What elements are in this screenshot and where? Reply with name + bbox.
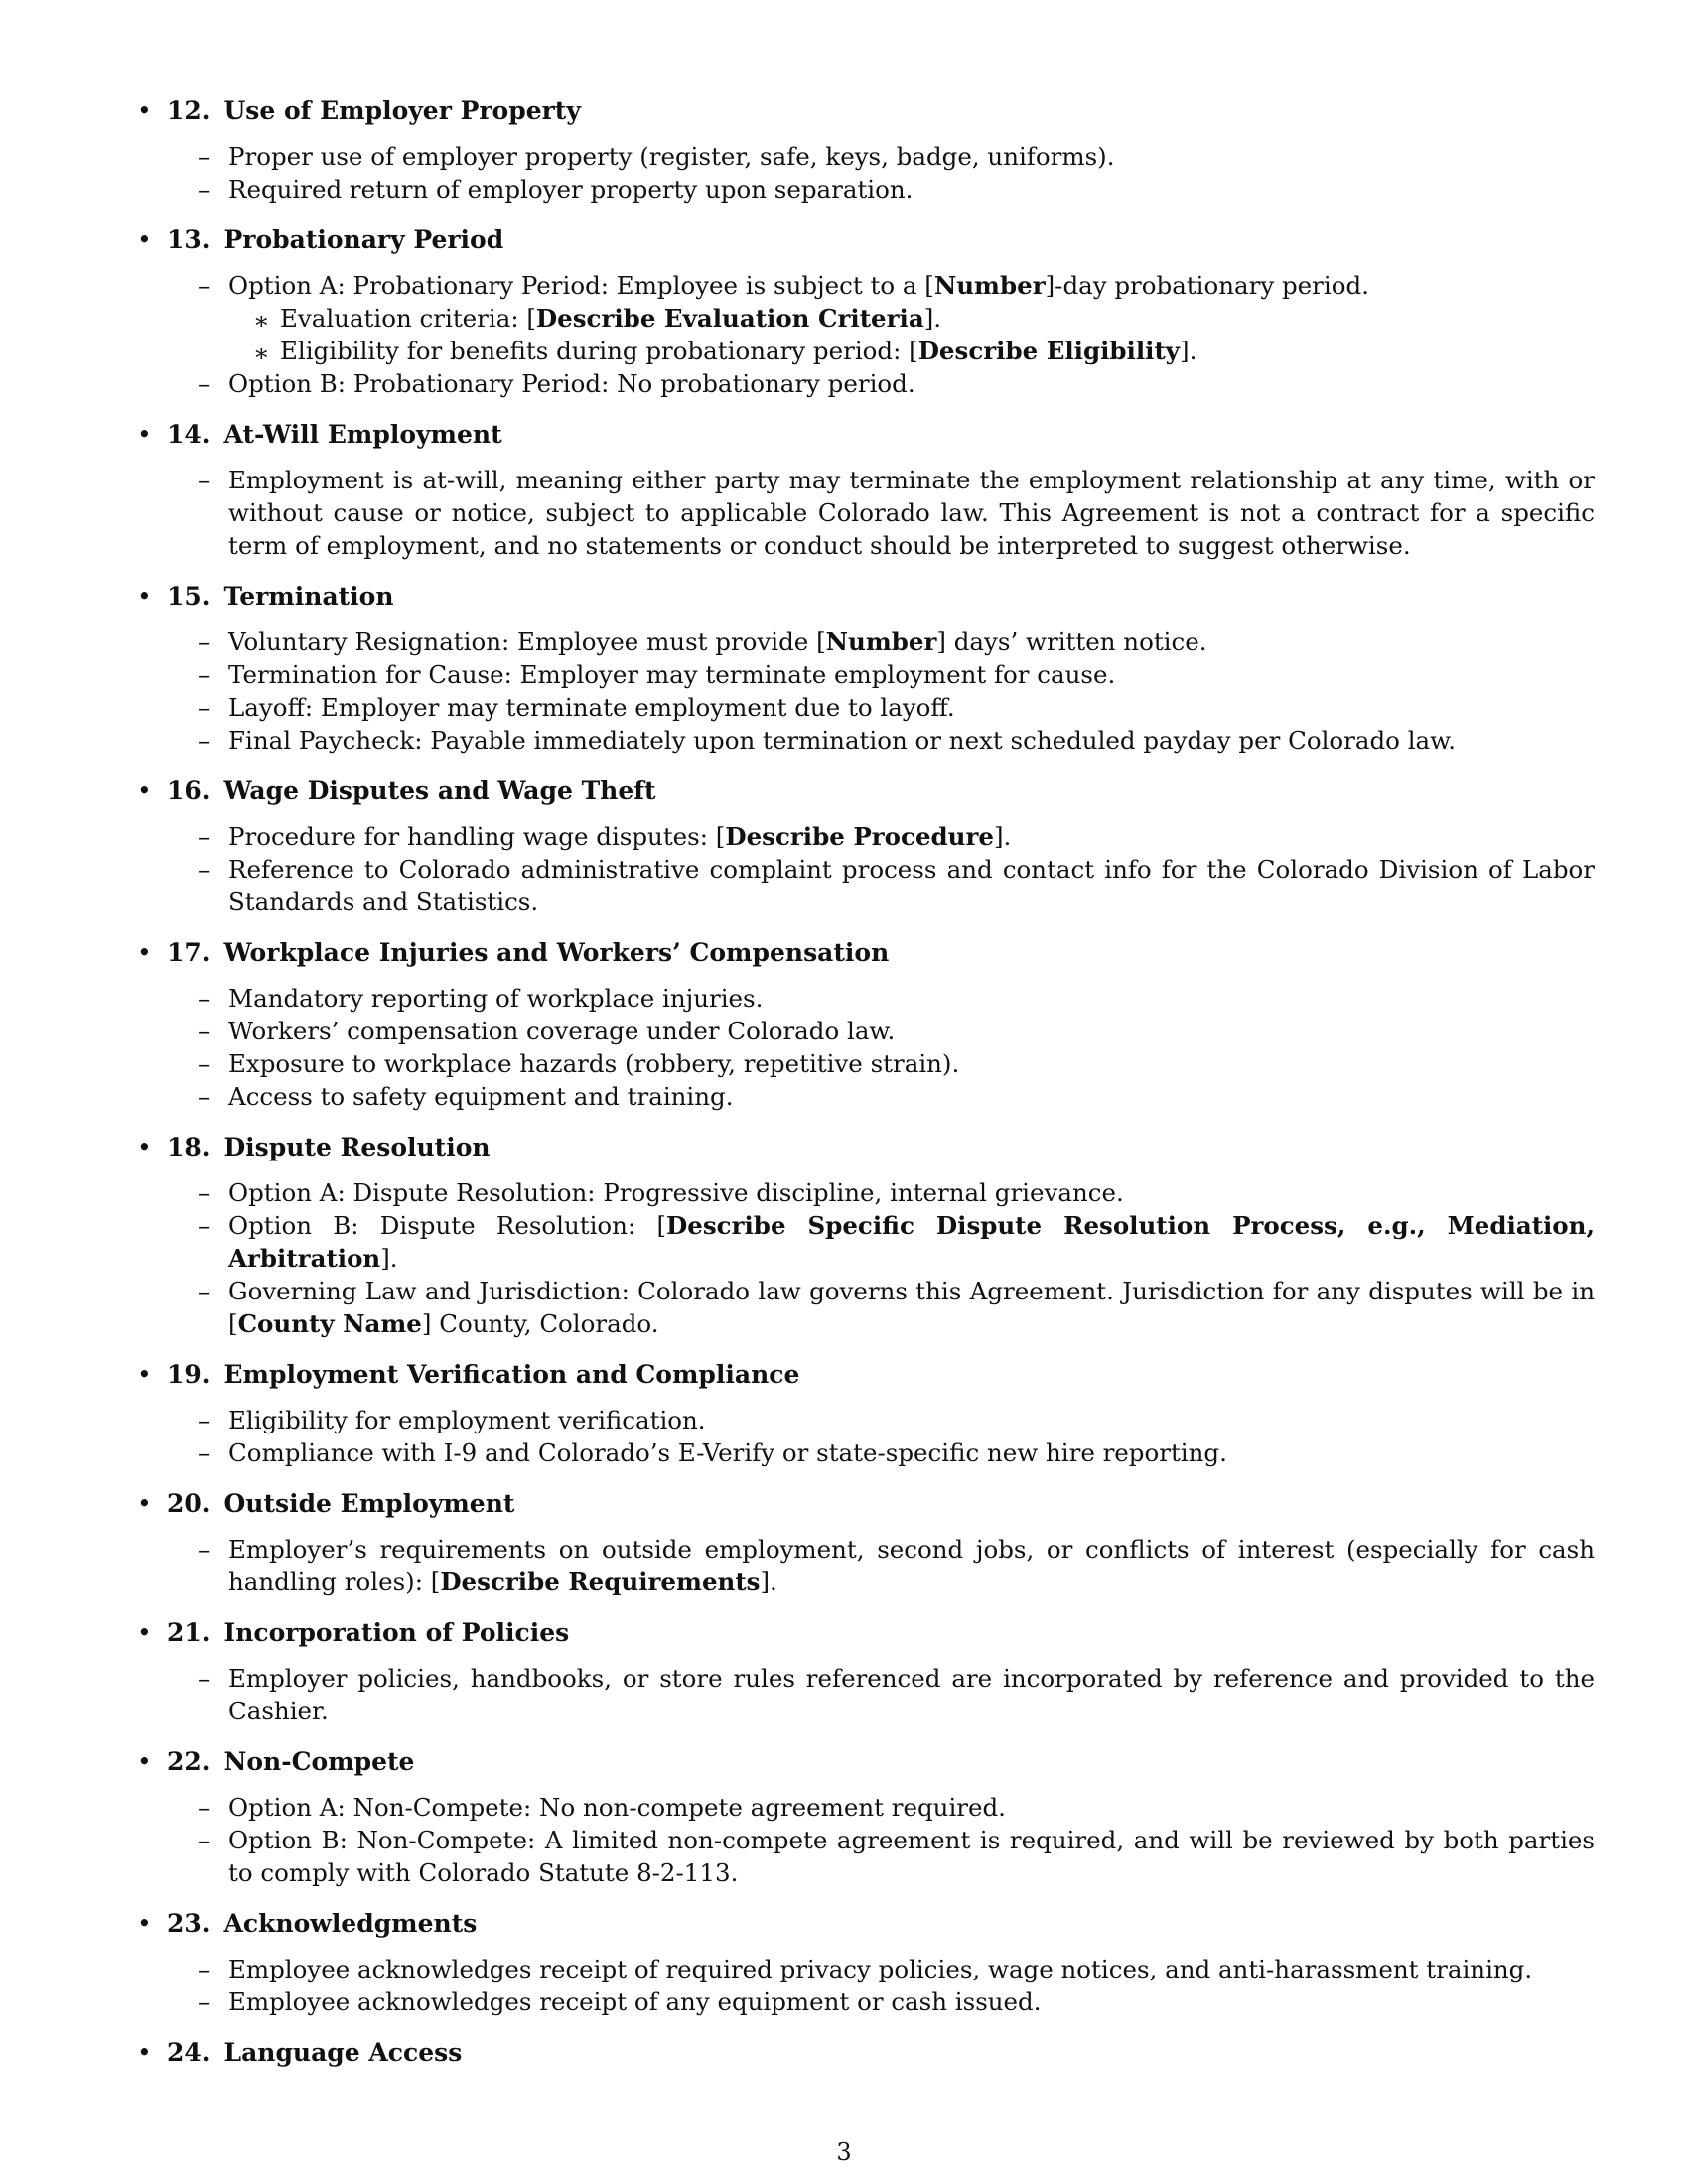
section-19 [137, 1359, 1595, 1469]
item-text: Compliance with I-9 and Colorado’s E-Verify or state-specific new hire reporting. [228, 1438, 1227, 1467]
item-text: Employee acknowledges receipt of any equipment or cash issued. [228, 1987, 1042, 2016]
list-item [137, 367, 1595, 400]
placeholder-text: Number [825, 627, 937, 656]
item-text: Layoff: Employer may terminate employment due to layoff. [228, 693, 955, 722]
item-text: ]. [993, 822, 1012, 851]
dash-icon: – [198, 1082, 211, 1111]
list-item [137, 1436, 1595, 1469]
asterisk-icon: ∗ [253, 339, 270, 367]
dash-icon: – [198, 271, 211, 300]
placeholder-text: County Name [237, 1309, 422, 1338]
section-24 [137, 2037, 1595, 2069]
dash-icon: – [198, 726, 211, 754]
dash-icon: – [198, 1049, 211, 1078]
dash-icon: – [198, 1535, 211, 1564]
dash-icon: – [198, 1793, 211, 1822]
list-item [137, 1047, 1595, 1080]
placeholder-text: Describe Specific Dispute Resolution Process, e.g., Mediation, Arbitration [228, 1211, 1595, 1273]
section-heading [137, 1746, 1595, 1778]
item-text: Required return of employer property upon separation. [228, 175, 914, 204]
section-number: 22. [167, 1747, 211, 1776]
section-title: Incorporation of Policies [223, 1618, 570, 1647]
list-item [137, 982, 1595, 1015]
section-heading [137, 1132, 1595, 1163]
list-item [137, 1209, 1595, 1275]
list-item [137, 1791, 1595, 1824]
sub-list-item [137, 335, 1595, 367]
item-text: ]. [1180, 337, 1197, 365]
section-17 [137, 937, 1595, 1113]
dash-icon: – [198, 142, 211, 171]
dash-icon: – [198, 627, 211, 656]
item-text: Employment is at-will, meaning either party may terminate the employment relationship at any time, with or without cause or notice, subject to applicable Colorado law. This Agreement is not a contract for a specific term of employment, and no statements or conduct should be interpreted to suggest otherwise. [228, 466, 1595, 560]
item-text: ]. [760, 1568, 777, 1596]
section-heading [137, 581, 1595, 613]
section-20 [137, 1488, 1595, 1598]
section-number: 24. [167, 2038, 211, 2067]
item-text: Eligibility for employment verification. [228, 1406, 706, 1434]
dash-icon: – [198, 1017, 211, 1045]
item-text: Reference to Colorado administrative complaint process and contact info for the Colorado Division of Labor Standards and Statistics. [228, 855, 1595, 916]
section-21 [137, 1617, 1595, 1727]
list-item [137, 853, 1595, 918]
item-text: Termination for Cause: Employer may terminate employment for cause. [228, 660, 1116, 689]
placeholder-text: Number [933, 271, 1046, 300]
item-text: Eligibility for benefits during probationary period: [ [280, 337, 918, 365]
bullet-icon: • [137, 1489, 152, 1518]
dash-icon: – [198, 660, 211, 689]
section-title: Employment Verification and Compliance [223, 1360, 800, 1389]
section-heading [137, 419, 1595, 451]
bullet-icon: • [137, 420, 152, 449]
list-item [137, 1275, 1595, 1340]
list-item [137, 724, 1595, 756]
item-text: Option B: Dispute Resolution: [ [228, 1211, 667, 1240]
section-14 [137, 419, 1595, 562]
list-item [137, 140, 1595, 173]
section-title: Probationary Period [223, 225, 504, 254]
section-number: 19. [167, 1360, 211, 1389]
item-text: Option B: Non-Compete: A limited non-compete agreement is required, and will be reviewed by both parties to comply with Colorado Statute 8-2-113. [228, 1826, 1595, 1887]
asterisk-icon: ∗ [253, 306, 270, 335]
dash-icon: – [198, 984, 211, 1013]
dash-icon: – [198, 855, 211, 884]
dash-icon: – [198, 1664, 211, 1693]
section-title: At-Will Employment [223, 420, 502, 449]
dash-icon: – [198, 693, 211, 722]
item-text: Mandatory reporting of workplace injuries. [228, 984, 764, 1013]
dash-icon: – [198, 1178, 211, 1207]
item-text: Governing Law and Jurisdiction: Colorado law governs this Agreement. Jurisdiction for any disputes will be in [ [228, 1277, 1595, 1338]
section-title: Outside Employment [223, 1489, 515, 1518]
item-text: Employer’s requirements on outside employment, second jobs, or conflicts of interest (especially for cash handling roles): [ [228, 1535, 1595, 1596]
section-title: Use of Employer Property [223, 96, 581, 125]
list-item [137, 1953, 1595, 1985]
item-text: Procedure for handling wage disputes: [ [228, 822, 726, 851]
list-item [137, 1176, 1595, 1209]
placeholder-text: Describe Requirements [440, 1568, 761, 1596]
dash-icon: – [198, 822, 211, 851]
section-heading [137, 775, 1595, 807]
bullet-icon: • [137, 1618, 152, 1647]
bullet-icon: • [137, 776, 152, 805]
document-body [137, 95, 1595, 2088]
bullet-icon: • [137, 938, 152, 967]
list-item [137, 691, 1595, 724]
bullet-icon: • [137, 1360, 152, 1389]
section-heading [137, 1488, 1595, 1520]
item-text: Evaluation criteria: [ [280, 304, 536, 333]
section-title: Wage Disputes and Wage Theft [223, 776, 656, 805]
item-text: Voluntary Resignation: Employee must provide [ [228, 627, 826, 656]
bullet-icon: • [137, 1909, 152, 1938]
item-text: Access to safety equipment and training. [228, 1082, 734, 1111]
item-text: Proper use of employer property (register, safe, keys, badge, uniforms). [228, 142, 1115, 171]
section-title: Acknowledgments [223, 1909, 478, 1938]
section-number: 17. [167, 938, 211, 967]
placeholder-text: Describe Evaluation Criteria [535, 304, 924, 333]
section-number: 15. [167, 582, 211, 611]
section-number: 20. [167, 1489, 211, 1518]
section-heading [137, 2037, 1595, 2069]
bullet-icon: • [137, 1747, 152, 1776]
item-text: ] days’ written notice. [936, 627, 1207, 656]
section-number: 12. [167, 96, 211, 125]
section-heading [137, 1617, 1595, 1649]
section-title: Language Access [223, 2038, 463, 2067]
dash-icon: – [198, 1826, 211, 1854]
dash-icon: – [198, 1438, 211, 1467]
section-number: 23. [167, 1909, 211, 1938]
section-22 [137, 1746, 1595, 1889]
item-text: Option A: Probationary Period: Employee is subject to a [ [228, 271, 934, 300]
section-heading [137, 937, 1595, 969]
section-18 [137, 1132, 1595, 1340]
dash-icon: – [198, 369, 211, 398]
section-title: Dispute Resolution [223, 1133, 491, 1161]
bullet-icon: • [137, 1133, 152, 1161]
list-item [137, 1015, 1595, 1047]
list-item [137, 1533, 1595, 1598]
section-title: Workplace Injuries and Workers’ Compensation [223, 938, 890, 967]
list-item [137, 269, 1595, 302]
dash-icon: – [198, 1406, 211, 1434]
dash-icon: – [198, 1211, 211, 1240]
section-heading [137, 1908, 1595, 1940]
section-heading [137, 224, 1595, 256]
bullet-icon: • [137, 96, 152, 125]
item-text: ]. [923, 304, 942, 333]
section-title: Non-Compete [223, 1747, 415, 1776]
item-text: Employee acknowledges receipt of required privacy policies, wage notices, and anti-harassment training. [228, 1955, 1533, 1983]
item-text: Option A: Dispute Resolution: Progressive discipline, internal grievance. [228, 1178, 1124, 1207]
list-item [137, 658, 1595, 691]
section-12 [137, 95, 1595, 205]
item-text: Option A: Non-Compete: No non-compete agreement required. [228, 1793, 1006, 1822]
item-text: Final Paycheck: Payable immediately upon termination or next scheduled payday per Colorado law. [228, 726, 1457, 754]
section-number: 21. [167, 1618, 211, 1647]
section-number: 13. [167, 225, 211, 254]
section-15 [137, 581, 1595, 756]
section-number: 16. [167, 776, 211, 805]
placeholder-text: Describe Eligibility [917, 337, 1181, 365]
item-text: Option B: Probationary Period: No probationary period. [228, 369, 915, 398]
dash-icon: – [198, 1987, 211, 2016]
item-text: Employer policies, handbooks, or store rules referenced are incorporated by reference and provided to the Cashier. [228, 1664, 1595, 1725]
list-item [137, 464, 1595, 562]
placeholder-text: Describe Procedure [725, 822, 994, 851]
bullet-icon: • [137, 582, 152, 611]
item-text: Workers’ compensation coverage under Colorado law. [228, 1017, 896, 1045]
list-item [137, 625, 1595, 658]
list-item [137, 1662, 1595, 1727]
item-text: Exposure to workplace hazards (robbery, repetitive strain). [228, 1049, 960, 1078]
bullet-icon: • [137, 2038, 152, 2067]
section-number: 14. [167, 420, 211, 449]
list-item [137, 820, 1595, 853]
list-item [137, 173, 1595, 205]
section-23 [137, 1908, 1595, 2018]
list-item [137, 1404, 1595, 1436]
section-13 [137, 224, 1595, 400]
section-title: Termination [223, 582, 394, 611]
list-item [137, 1824, 1595, 1889]
item-text: ]-day probationary period. [1045, 271, 1369, 300]
dash-icon: – [198, 175, 211, 204]
bullet-icon: • [137, 225, 152, 254]
section-16 [137, 775, 1595, 918]
list-item [137, 1080, 1595, 1113]
dash-icon: – [198, 1955, 211, 1983]
section-heading [137, 95, 1595, 127]
item-text: ] County, Colorado. [421, 1309, 659, 1338]
item-text: ]. [380, 1244, 398, 1273]
section-heading [137, 1359, 1595, 1391]
dash-icon: – [198, 466, 211, 494]
section-number: 18. [167, 1133, 211, 1161]
list-item [137, 1985, 1595, 2018]
page-number: 3 [836, 2138, 852, 2166]
sub-list-item [137, 302, 1595, 335]
dash-icon: – [198, 1277, 211, 1305]
